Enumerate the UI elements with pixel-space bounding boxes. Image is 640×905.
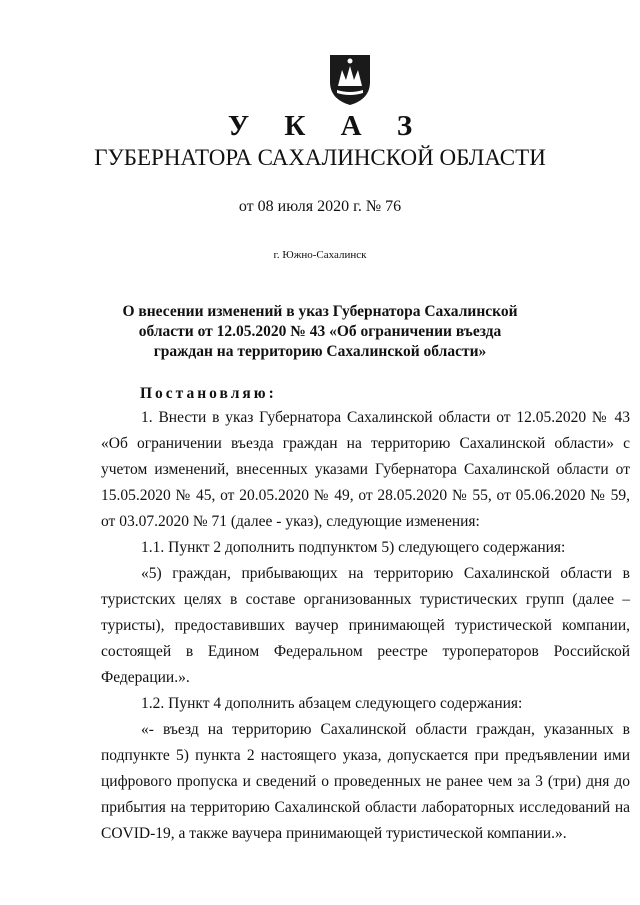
sakhalin-coat-of-arms-icon [327, 52, 373, 106]
paragraph-1-2: 1.2. Пункт 4 дополнить абзацем следующего содержания: [141, 695, 523, 712]
document-date-number: от 08 июля 2020 г. № 76 [238, 198, 402, 215]
paragraph-1-1: 1.1. Пункт 2 дополнить подпунктом 5) следующего содержания: [141, 539, 566, 556]
document-city: г. Южно-Сахалинск [273, 249, 367, 261]
document-title: У К А З [227, 110, 427, 142]
paragraph-quote-5: «5) граждан, прибывающих на территорию Сахалинской области в туристских целях в составе организованных туристических групп (далее – туристы), предоставивших ваучер принимающей туристической компании, состоящей в Едином Федеральном реестре туроператоров Российской Федерации.». [101, 565, 630, 686]
subject-line: граждан на территорию Сахалинской области» [153, 343, 487, 360]
document-subject [120, 302, 520, 362]
subject-line: области от 12.05.2020 № 43 «Об ограничении въезда [138, 323, 502, 340]
decree-word: Постановляю: [140, 385, 277, 402]
paragraph-1: 1. Внести в указ Губернатора Сахалинской области от 12.05.2020 № 43 «Об ограничении въезда граждан на территорию Сахалинской области» с учетом изменений, внесенных указами Губернатора Сахалинской области от 15.05.2020 № 45, от 20.05.2020 № 49, от 28.05.2020 № 55, от 05.06.2020 № 59, от 03.07.2020 № 71 (далее - указ), следующие изменения: [101, 409, 630, 530]
paragraph-quote-entry: «- въезд на территорию Сахалинской области граждан, указанных в подпункте 5) пункта 2 настоящего указа, допускается при предъявлении ими цифрового пропуска и сведений о проведенных не ранее чем за 3 (три) дня до прибытия на территорию Сахалинской области лабораторных исследований на COVID-19, а также ваучера принимающей туристической компании.». [101, 721, 630, 842]
document-issuer: ГУБЕРНАТОРА САХАЛИНСКОЙ ОБЛАСТИ [94, 145, 546, 170]
subject-line: О внесении изменений в указ Губернатора Сахалинской [122, 303, 518, 320]
